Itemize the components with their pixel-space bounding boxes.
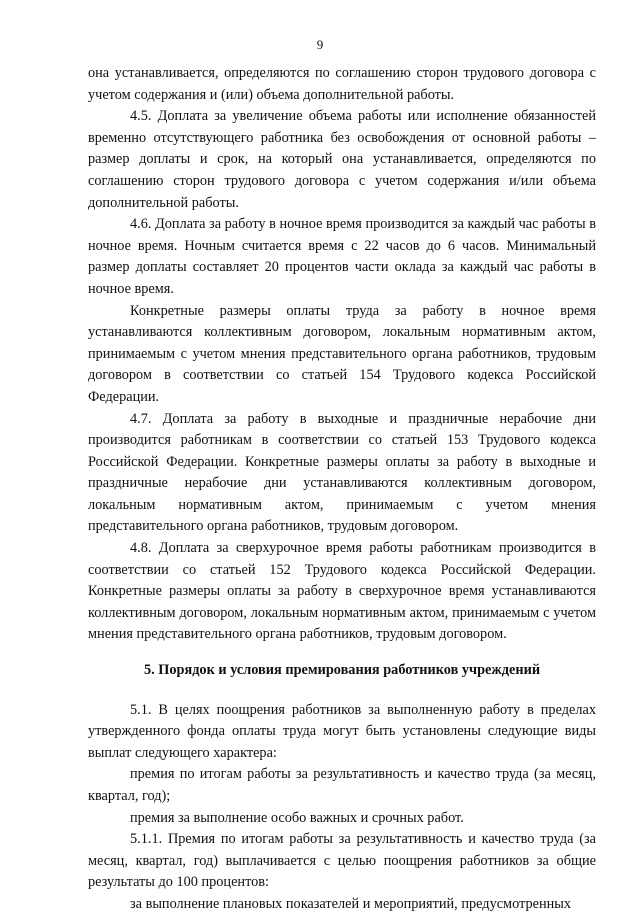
list-item-bonus-results: премия по итогам работы за результативность и качество труда (за месяц, квартал, год); bbox=[88, 766, 596, 804]
paragraph-night-work-rates: Конкретные размеры оплаты труда за работу в ночное время устанавливаются коллективным договором, локальным нормативным актом, принимаемым с учетом мнения представительного органа работников, трудовым договором в соответствии со статьей 154 Трудового кодекса Российской Федерации. bbox=[88, 302, 596, 405]
paragraph-4-5: 4.5. Доплата за увеличение объема работы или исполнение обязанностей временно отсутствующего работника без освобождения от основной работы – размер доплаты и срок, на который она устанавливается, определяются по соглашению сторон трудового договора с учетом содержания и/или объема дополнительной работы. bbox=[88, 108, 596, 211]
paragraph-4-8: 4.8. Доплата за сверхурочное время работы работникам производится в соответствии со статьей 152 Трудового кодекса Российской Федерации. Конкретные размеры оплаты за работу в сверхурочное время устанавливаются коллективным договором, локальным нормативным актом, принимаемым с учетом мнения представительного органа работников, трудовым договором. bbox=[88, 540, 596, 643]
paragraph-plan-indicators: за выполнение плановых показателей и мероприятий, предусмотренных bbox=[130, 895, 572, 912]
paragraph-4-7: 4.7. Доплата за работу в выходные и праздничные нерабочие дни производится работникам в соответствии со статьей 153 Трудового кодекса Российской Федерации. Конкретные размеры оплаты за работу в выходные и праздничные нерабочие дни устанавливаются коллективным договором, локальным нормативным актом, принимаемым с учетом мнения представительного органа работников, трудовым договором. bbox=[88, 410, 596, 535]
paragraph-5-1-1: 5.1.1. Премия по итогам работы за результативность и качество труда (за месяц, квартал, год) выплачивается с целью поощрения работников за общие результаты до 100 процентов: bbox=[88, 831, 596, 891]
paragraph-continuation: она устанавливается, определяются по соглашению сторон трудового договора с учетом содержания и (или) объема дополнительной работы. bbox=[88, 65, 596, 103]
paragraph-5-1: 5.1. В целях поощрения работников за выполненную работу в пределах утвержденного фонда оплаты труда могут быть установлены следующие виды выплат следующего характера: bbox=[88, 701, 596, 761]
paragraph-4-6: 4.6. Доплата за работу в ночное время производится за каждый час работы в ночное время. Ночным считается время с 22 часов до 6 часов. Минимальный размер доплаты составляет 20 процентов части оклада за каждый час работы в ночное время. bbox=[88, 216, 596, 297]
list-item-bonus-urgent: премия за выполнение особо важных и срочных работ. bbox=[130, 809, 464, 826]
page-content bbox=[88, 63, 596, 916]
page-number: 9 bbox=[316, 37, 324, 52]
section-heading: 5. Порядок и условия премирования работников учреждений bbox=[143, 662, 541, 679]
